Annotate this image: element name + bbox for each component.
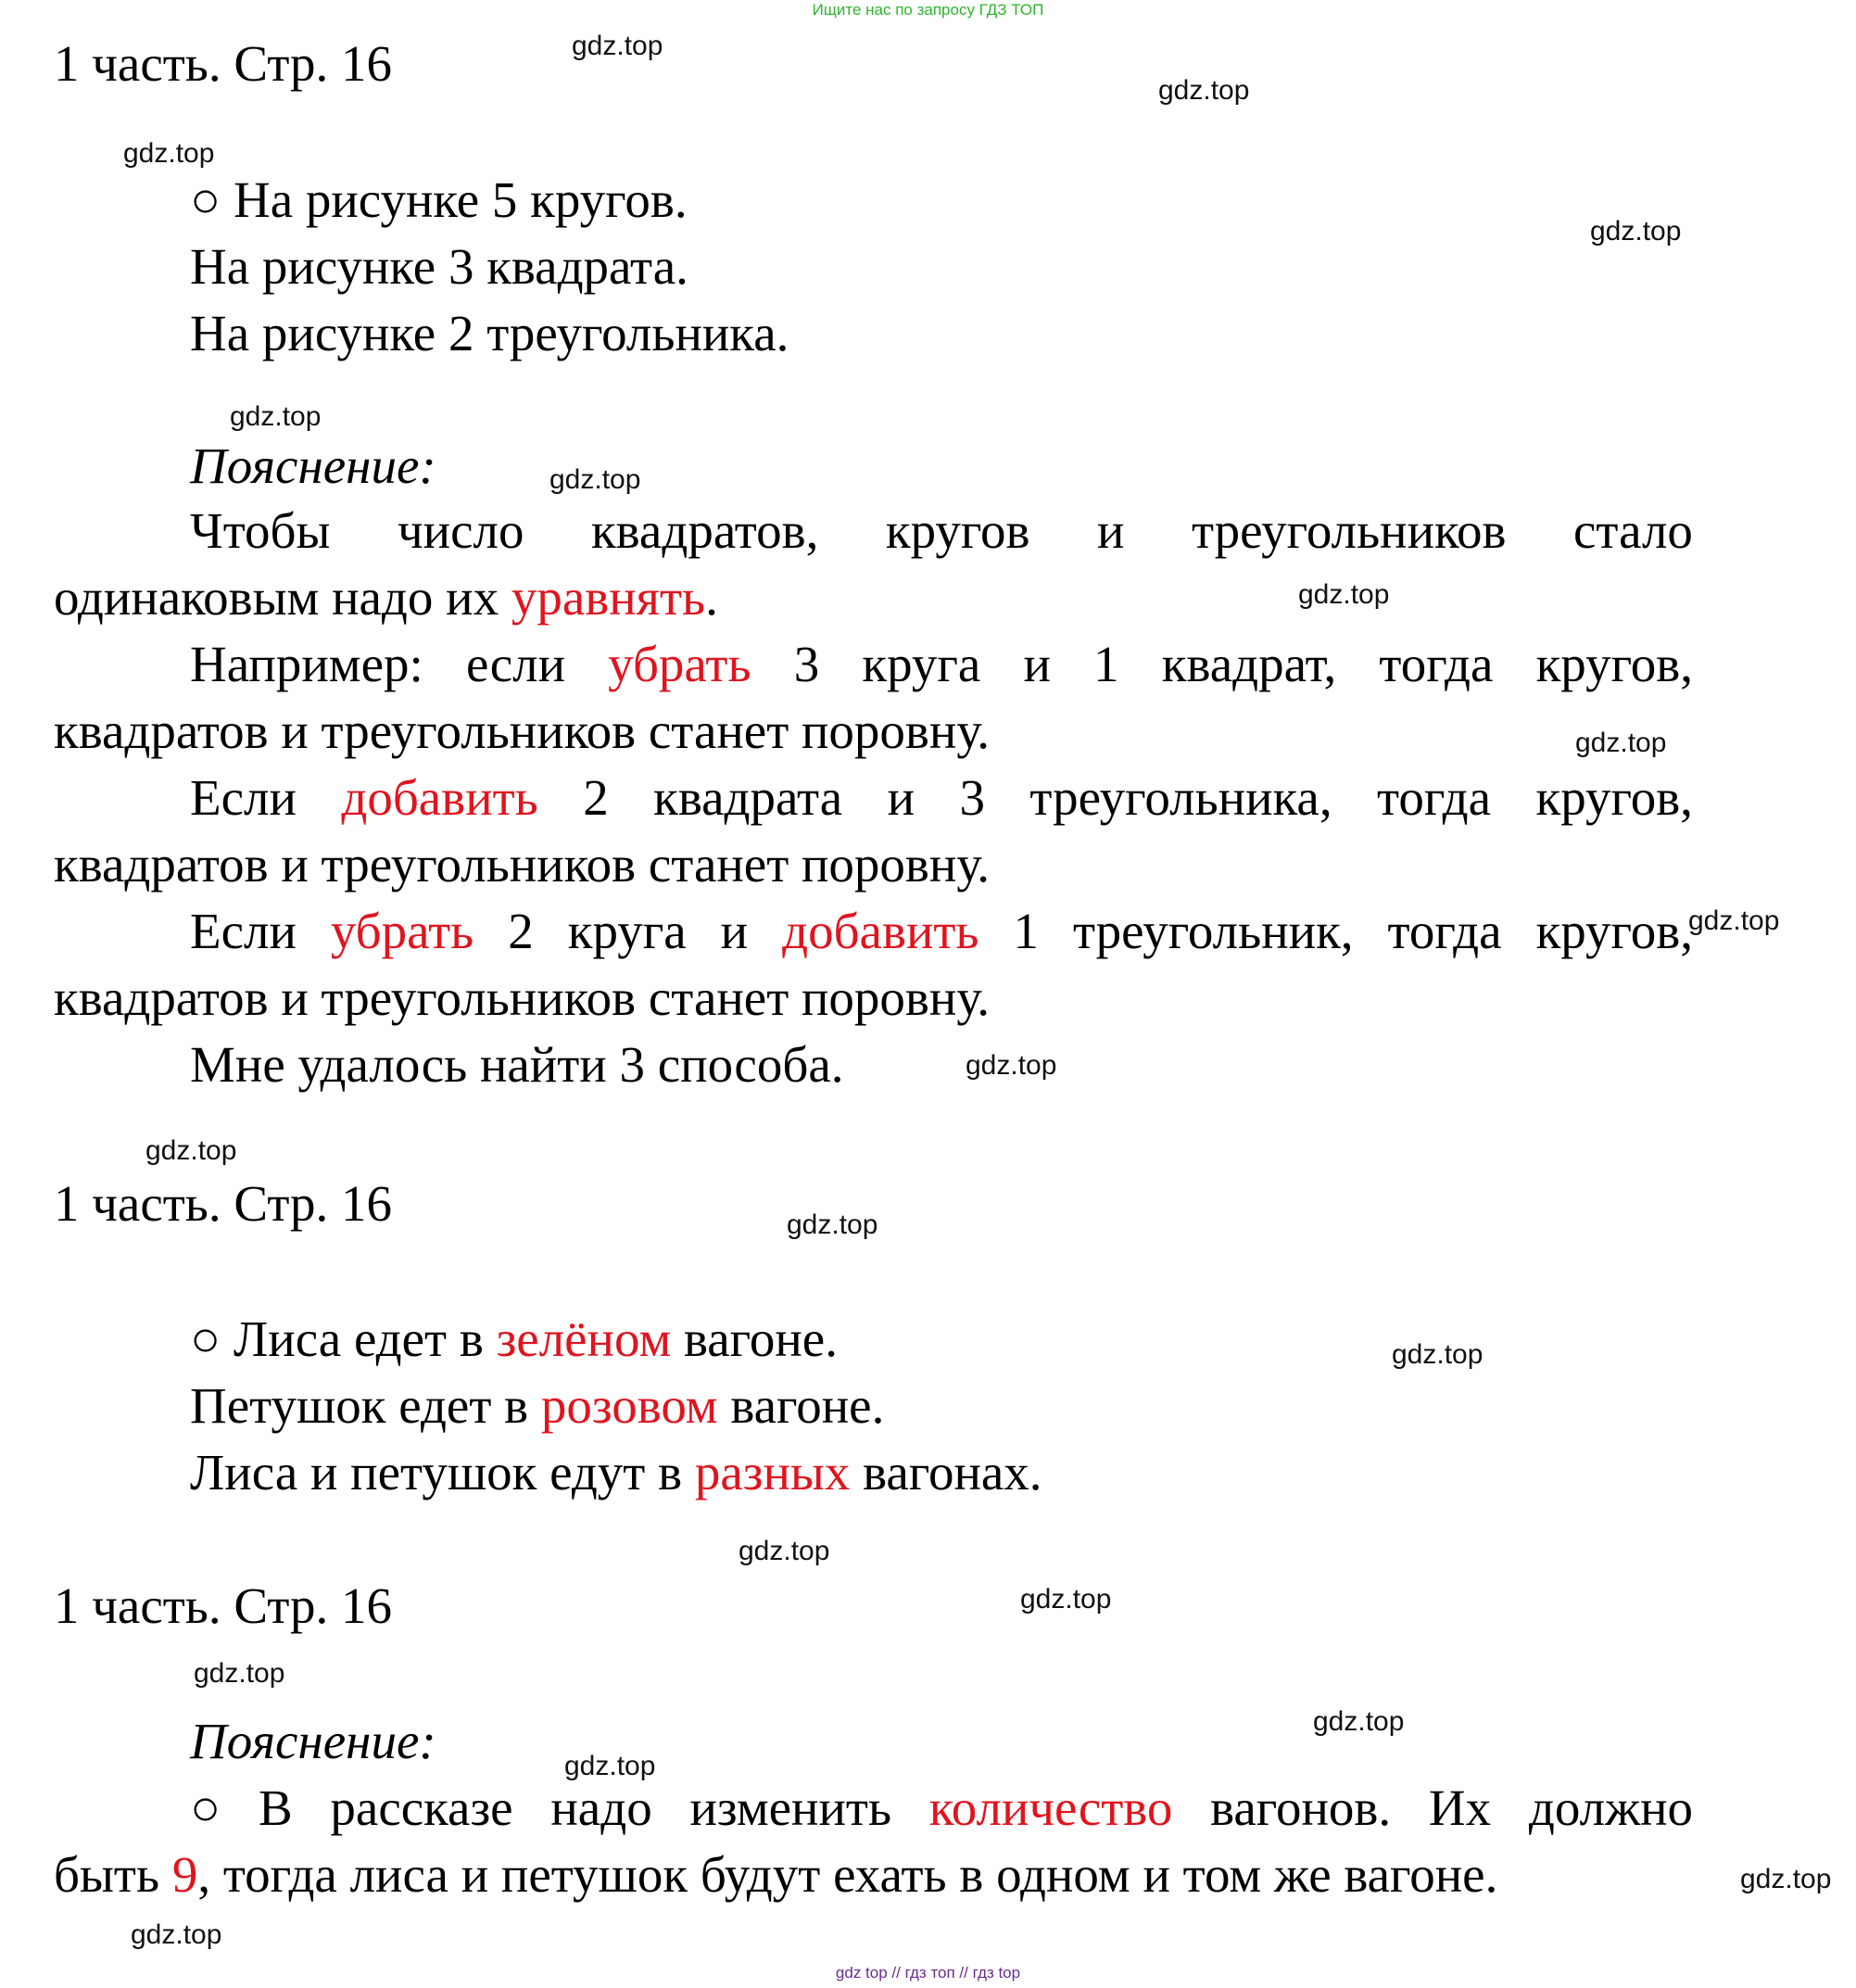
word: кругов [885,502,1030,559]
highlight-word: розовом [540,1377,718,1434]
watermark: gdz.top [564,1751,656,1781]
word: треугольников [1191,502,1507,559]
section1-p4-line2: квадратов и треугольников станет поровну. [54,969,991,1026]
watermark: gdz.top [194,1658,285,1689]
watermark: gdz.top [1313,1706,1405,1737]
word: тогда [1379,636,1494,692]
section2-line-2 [190,1375,884,1437]
section1-p2-line1 [190,634,1693,695]
text: вагонах. [850,1444,1042,1500]
highlight-number: 9 [171,1846,198,1903]
section1-answer-1 [190,170,688,231]
section1-p4-line1 [190,901,1693,962]
answer-text: На рисунке 5 кругов. [233,171,688,228]
word: треугольник, [1072,903,1354,959]
section1-p1-line1 [190,500,1693,562]
section1-p1-line2 [54,567,718,628]
section3-heading: 1 часть. Стр. 16 [54,1577,393,1634]
watermark: gdz.top [549,464,641,495]
word: В [258,1779,293,1836]
word: квадратов, [590,502,819,559]
text: вагоне. [671,1311,838,1367]
section1-p3-line1 [190,767,1693,829]
section1-answer-2: На рисунке 3 квадрата. [190,238,688,295]
section1-conclusion: Мне удалось найти 3 способа. [190,1036,844,1093]
word: Чтобы [190,502,331,559]
word: и [1023,636,1051,692]
word: Например: [190,636,423,692]
section2-line-3 [190,1442,1042,1503]
word: тогда [1387,903,1502,959]
word: и [720,903,749,959]
word: 1 [1013,903,1039,959]
section1-p2-line2: квадратов и треугольников станет поровну. [54,703,991,759]
word: стало [1572,502,1693,559]
word: кругов, [1535,769,1693,826]
watermark: gdz.top [123,138,215,169]
text: Лиса едет в [233,1311,497,1367]
watermark: gdz.top [572,31,663,61]
section2-heading: 1 часть. Стр. 16 [54,1175,393,1232]
watermark: gdz.top [966,1050,1057,1081]
highlight-word: убрать [608,636,751,692]
word: квадрата [653,769,843,826]
text: , тогда лиса и петушок будут ехать в одном и том же вагоне. [197,1846,1498,1903]
word: кругов, [1535,903,1693,959]
section3-line-2 [54,1844,1497,1906]
word: вагонов. [1210,1779,1392,1836]
watermark: gdz.top [1590,216,1682,247]
highlight-word: добавить [341,769,538,826]
text: вагоне. [717,1377,885,1434]
section1-p3-line2: квадратов и треугольников станет поровну. [54,836,991,893]
word: круга [862,636,981,692]
word: Если [190,769,297,826]
word: квадрат, [1161,636,1337,692]
watermark: gdz.top [1740,1864,1832,1894]
word: круга [567,903,687,959]
section1-explanation-label: Пояснение: [190,437,436,494]
highlight-word: количество [928,1779,1173,1836]
text: быть [54,1846,172,1903]
bottom-banner[interactable]: gdz top // гдз топ // гдз top [835,1964,1021,1982]
section2-line-1 [190,1309,838,1370]
highlight-word: убрать [330,903,474,959]
top-banner[interactable]: Ищите нас по запросу ГДЗ ТОП [812,1,1044,19]
word: 3 [959,769,985,826]
section1-heading: 1 часть. Стр. 16 [54,35,393,92]
bullet-circle-icon: ○ [190,1779,221,1836]
watermark: gdz.top [230,401,322,432]
highlight-word: уравнять [511,569,706,626]
watermark: gdz.top [739,1536,830,1566]
word: тогда [1377,769,1492,826]
watermark: gdz.top [1298,579,1390,610]
watermark: gdz.top [1575,728,1667,758]
watermark: gdz.top [131,1919,222,1950]
word: число [398,502,524,559]
word: если [465,636,566,692]
word: 2 [583,769,609,826]
highlight-word: добавить [782,903,979,959]
word: Если [190,903,297,959]
word: 3 [793,636,820,692]
watermark: gdz.top [1392,1339,1484,1370]
watermark: gdz.top [1688,905,1780,936]
word: Их [1428,1779,1492,1836]
text: . [705,569,718,626]
word: 1 [1093,636,1119,692]
word: должно [1528,1779,1693,1836]
word: и [887,769,915,826]
watermark: gdz.top [1158,75,1250,106]
watermark: gdz.top [787,1209,878,1240]
highlight-word: разных [694,1444,851,1500]
word: рассказе [330,1779,513,1836]
text: Лиса и петушок едут в [190,1444,695,1500]
word: треугольника, [1029,769,1332,826]
text: Петушок едет в [190,1377,541,1434]
highlight-word: зелёном [496,1311,672,1367]
text: одинаковым надо их [54,569,511,626]
word: 2 [508,903,534,959]
word: и [1097,502,1125,559]
section3-line-1 [190,1778,1693,1839]
bullet-circle-icon: ○ [190,171,221,228]
section1-answer-3: На рисунке 2 треугольника. [190,305,789,361]
word: надо [550,1779,652,1836]
word: изменить [689,1779,892,1836]
watermark: gdz.top [145,1135,237,1166]
word: кругов, [1535,636,1693,692]
watermark: gdz.top [1020,1584,1112,1614]
bullet-circle-icon: ○ [190,1311,221,1367]
section3-explanation-label: Пояснение: [190,1713,436,1769]
